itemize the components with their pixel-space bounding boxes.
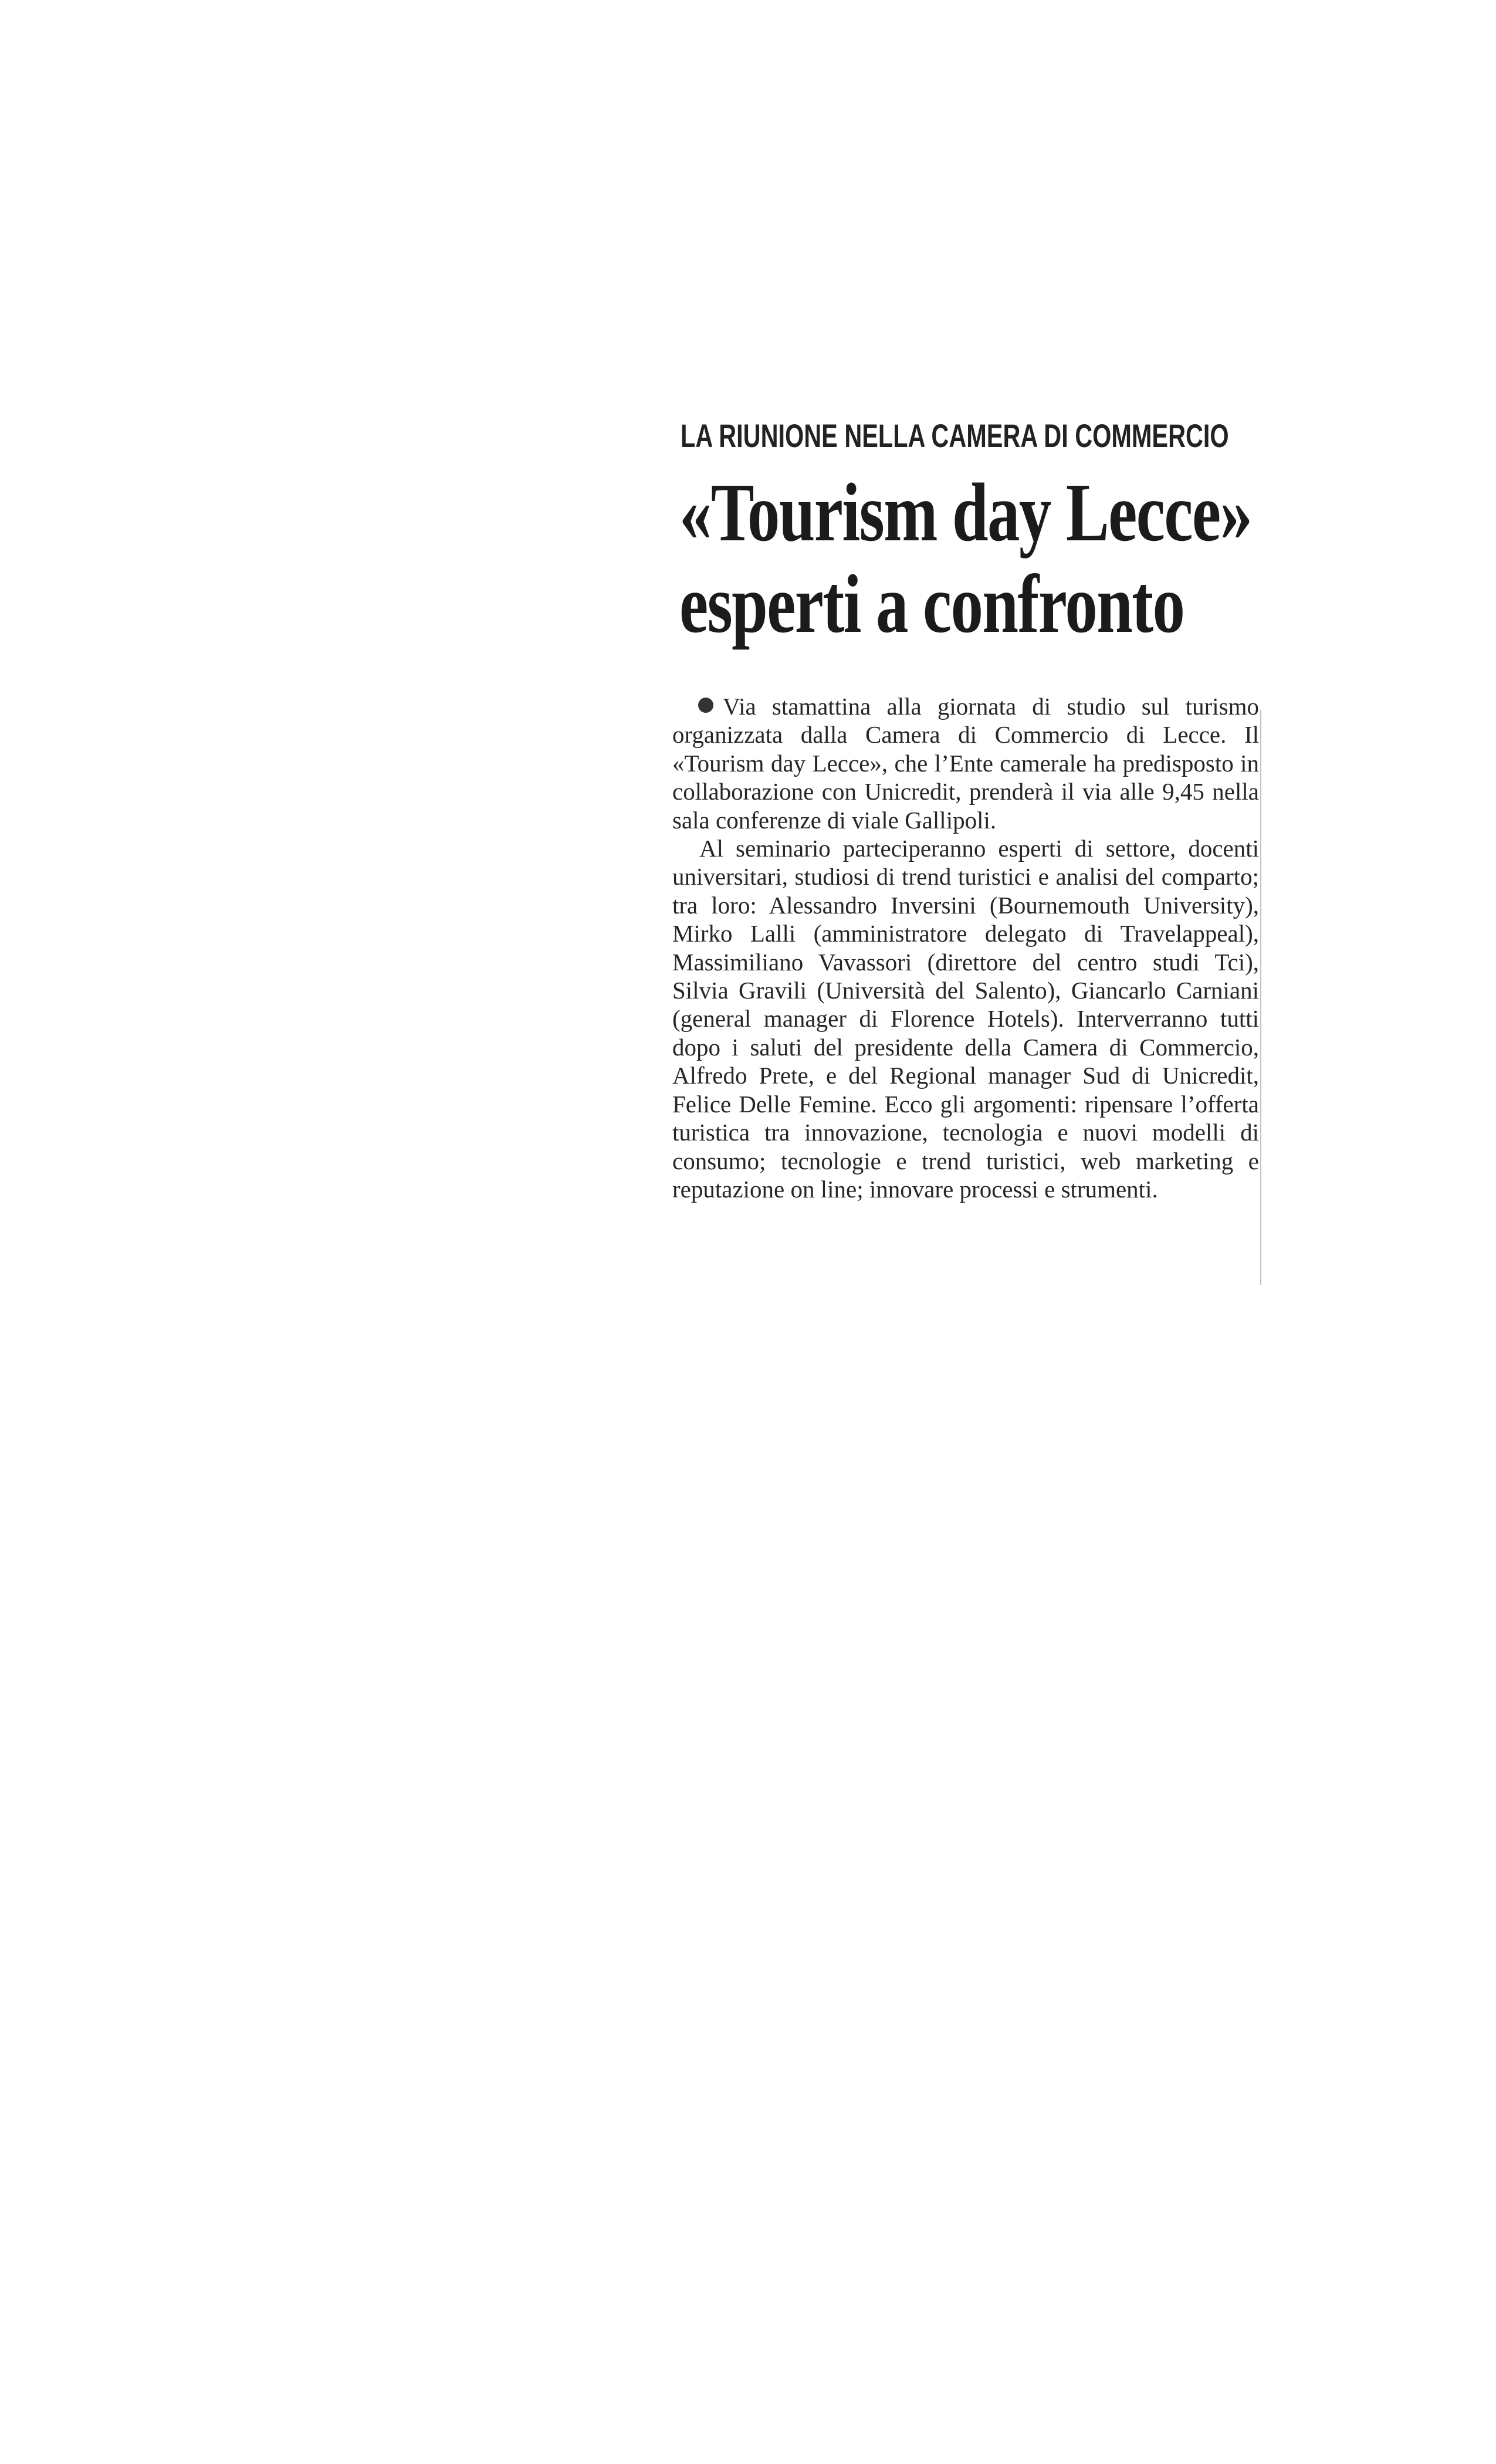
paragraph-1-text: Via stamattina alla giornata di studio sul turismo organizzata dalla Camera di Commercio di Lecce. Il «Tourism day Lecce», che l’Ente camerale ha predisposto in collaborazione con Unicredit, prenderà il via alle 9,45 nella sala conferenze di viale Gallipoli.: [672, 693, 1259, 834]
headline-line-1: «Tourism day Lecce»: [679, 466, 1252, 559]
bullet-icon: [698, 698, 713, 713]
article-body: [672, 692, 1259, 1203]
article-paragraph: [672, 692, 1259, 834]
kicker: LA RIUNIONE NELLA CAMERA DI COMMERCIO: [681, 417, 1229, 454]
article-paragraph: Al seminario parteciperanno esperti di settore, docenti universitari, studiosi di trend turistici e analisi del comparto; tra loro: Alessandro Inversini (Bournemouth University), Mirko Lalli (amministratore delegato di Travelappeal), Massimiliano Vavassori (direttore del centro studi Tci), Silvia Gravili (Università del Salento), Giancarlo Carniani (general manager di Florence Hotels). Interverranno tutti dopo i saluti del presidente della Camera di Commercio, Alfredo Prete, e del Regional manager Sud di Unicredit, Felice Delle Femine. Ecco gli argomenti: ripensare l’offerta turistica tra innovazione, tecnologia e nuovi modelli di consumo; tecnologie e trend turistici, web marketing e reputazione on line; innovare processi e strumenti.: [672, 835, 1259, 1203]
headline-line-2: esperti a confronto: [679, 557, 1184, 650]
newspaper-clipping: [669, 405, 1267, 1285]
headline: [679, 466, 1252, 650]
column-rule: [1260, 710, 1261, 1285]
